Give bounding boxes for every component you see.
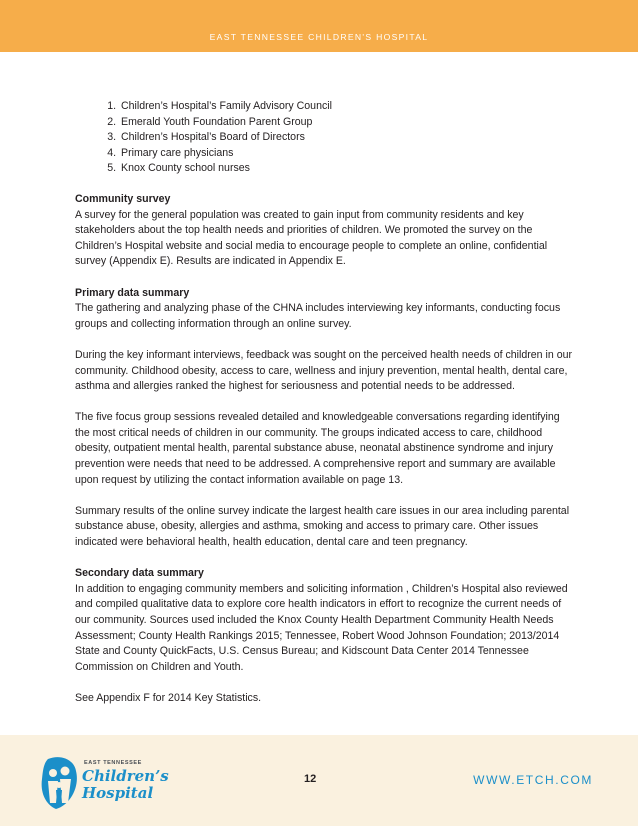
- primary-data-paragraph-4: Summary results of the online survey indicate the largest health care issues in our area including parental substance abuse, obesity, allergies and asthma, smoking and access to primary care. Other issues indicated were behavioral health, health education, dental care and teen pregnancy.: [75, 504, 570, 549]
- community-survey-paragraph: A survey for the general population was created to gain input from community residents and key stakeholders about the top health needs and priorities of children. We promoted the survey on the Children’s Hospital website and social media to encourage people to complete an online, confidential survey (Appendix E). Results are indicated in Appendix E.: [75, 208, 548, 268]
- secondary-data-heading: Secondary data summary: [75, 567, 204, 580]
- list-item: 2. Emerald Youth Foundation Parent Group: [119, 115, 575, 131]
- community-survey-heading: Community survey: [75, 192, 171, 205]
- list-item: 5. Knox County school nurses: [119, 161, 575, 177]
- primary-data-heading: Primary data summary: [75, 286, 190, 299]
- logo-text-line2: Hospital: [82, 784, 154, 802]
- header-band: [0, 0, 638, 52]
- list-item: 4. Primary care physicians: [119, 146, 575, 162]
- logo-text-line1: Children’s: [82, 767, 169, 785]
- hospital-logo: [40, 755, 169, 813]
- family-icon: [40, 755, 80, 813]
- list-item: 3. Children’s Hospital’s Board of Directors: [119, 130, 575, 146]
- primary-data-paragraph-2: During the key informant interviews, feedback was sought on the perceived health needs of children in our community. Childhood obesity, access to care, wellness and injury prevention, mental health, dental care, asthma and allergies ranked the highest for seriousness and potential needs to be addressed.: [75, 348, 573, 393]
- secondary-data-paragraph-1: In addition to engaging community members and soliciting information , Children’s Hospital also reviewed and compiled qualitative data to explore core health indicators in effort to recognize the current needs of our community. Sources used included the Knox County Health Department Community Health Needs Assessment; County Health Rankings 2015; Tennessee, Robert Wood Johnson Foundation; 2013/2014 State and County QuickFacts, U.S. Census Bureau; and Kidscount Data Center 2014 Tennessee Commission on Children and Youth.: [75, 582, 568, 673]
- secondary-data-paragraph-2: See Appendix F for 2014 Key Statistics.: [75, 691, 262, 704]
- primary-data-paragraph-1: The gathering and analyzing phase of the CHNA includes interviewing key informants, conducting focus groups and collecting information through an online survey.: [75, 302, 561, 330]
- footer-band: [0, 735, 638, 826]
- header-title: EAST TENNESSEE CHILDREN'S HOSPITAL: [209, 32, 429, 42]
- primary-data-paragraph-3: The five focus group sessions revealed detailed and knowledgeable conversations regarding identifying the most critical needs of children in our community. The groups indicated access to care, childhood obesity, outpatient mental health, parental substance abuse, neonatal abstinence syndrome and injury prevention were needs that need to be addressed. A comprehensive report and summary are available upon request by utilizing the contact information available on page 13.: [75, 411, 560, 486]
- stakeholder-list: [75, 99, 575, 177]
- page-number: 12: [304, 773, 317, 785]
- website-link[interactable]: WWW.ETCH.COM: [473, 773, 593, 787]
- page-content: [75, 99, 575, 722]
- list-item: 1. Children’s Hospital’s Family Advisory Council: [119, 99, 575, 115]
- logo-subtitle: EAST TENNESSEE: [84, 760, 142, 766]
